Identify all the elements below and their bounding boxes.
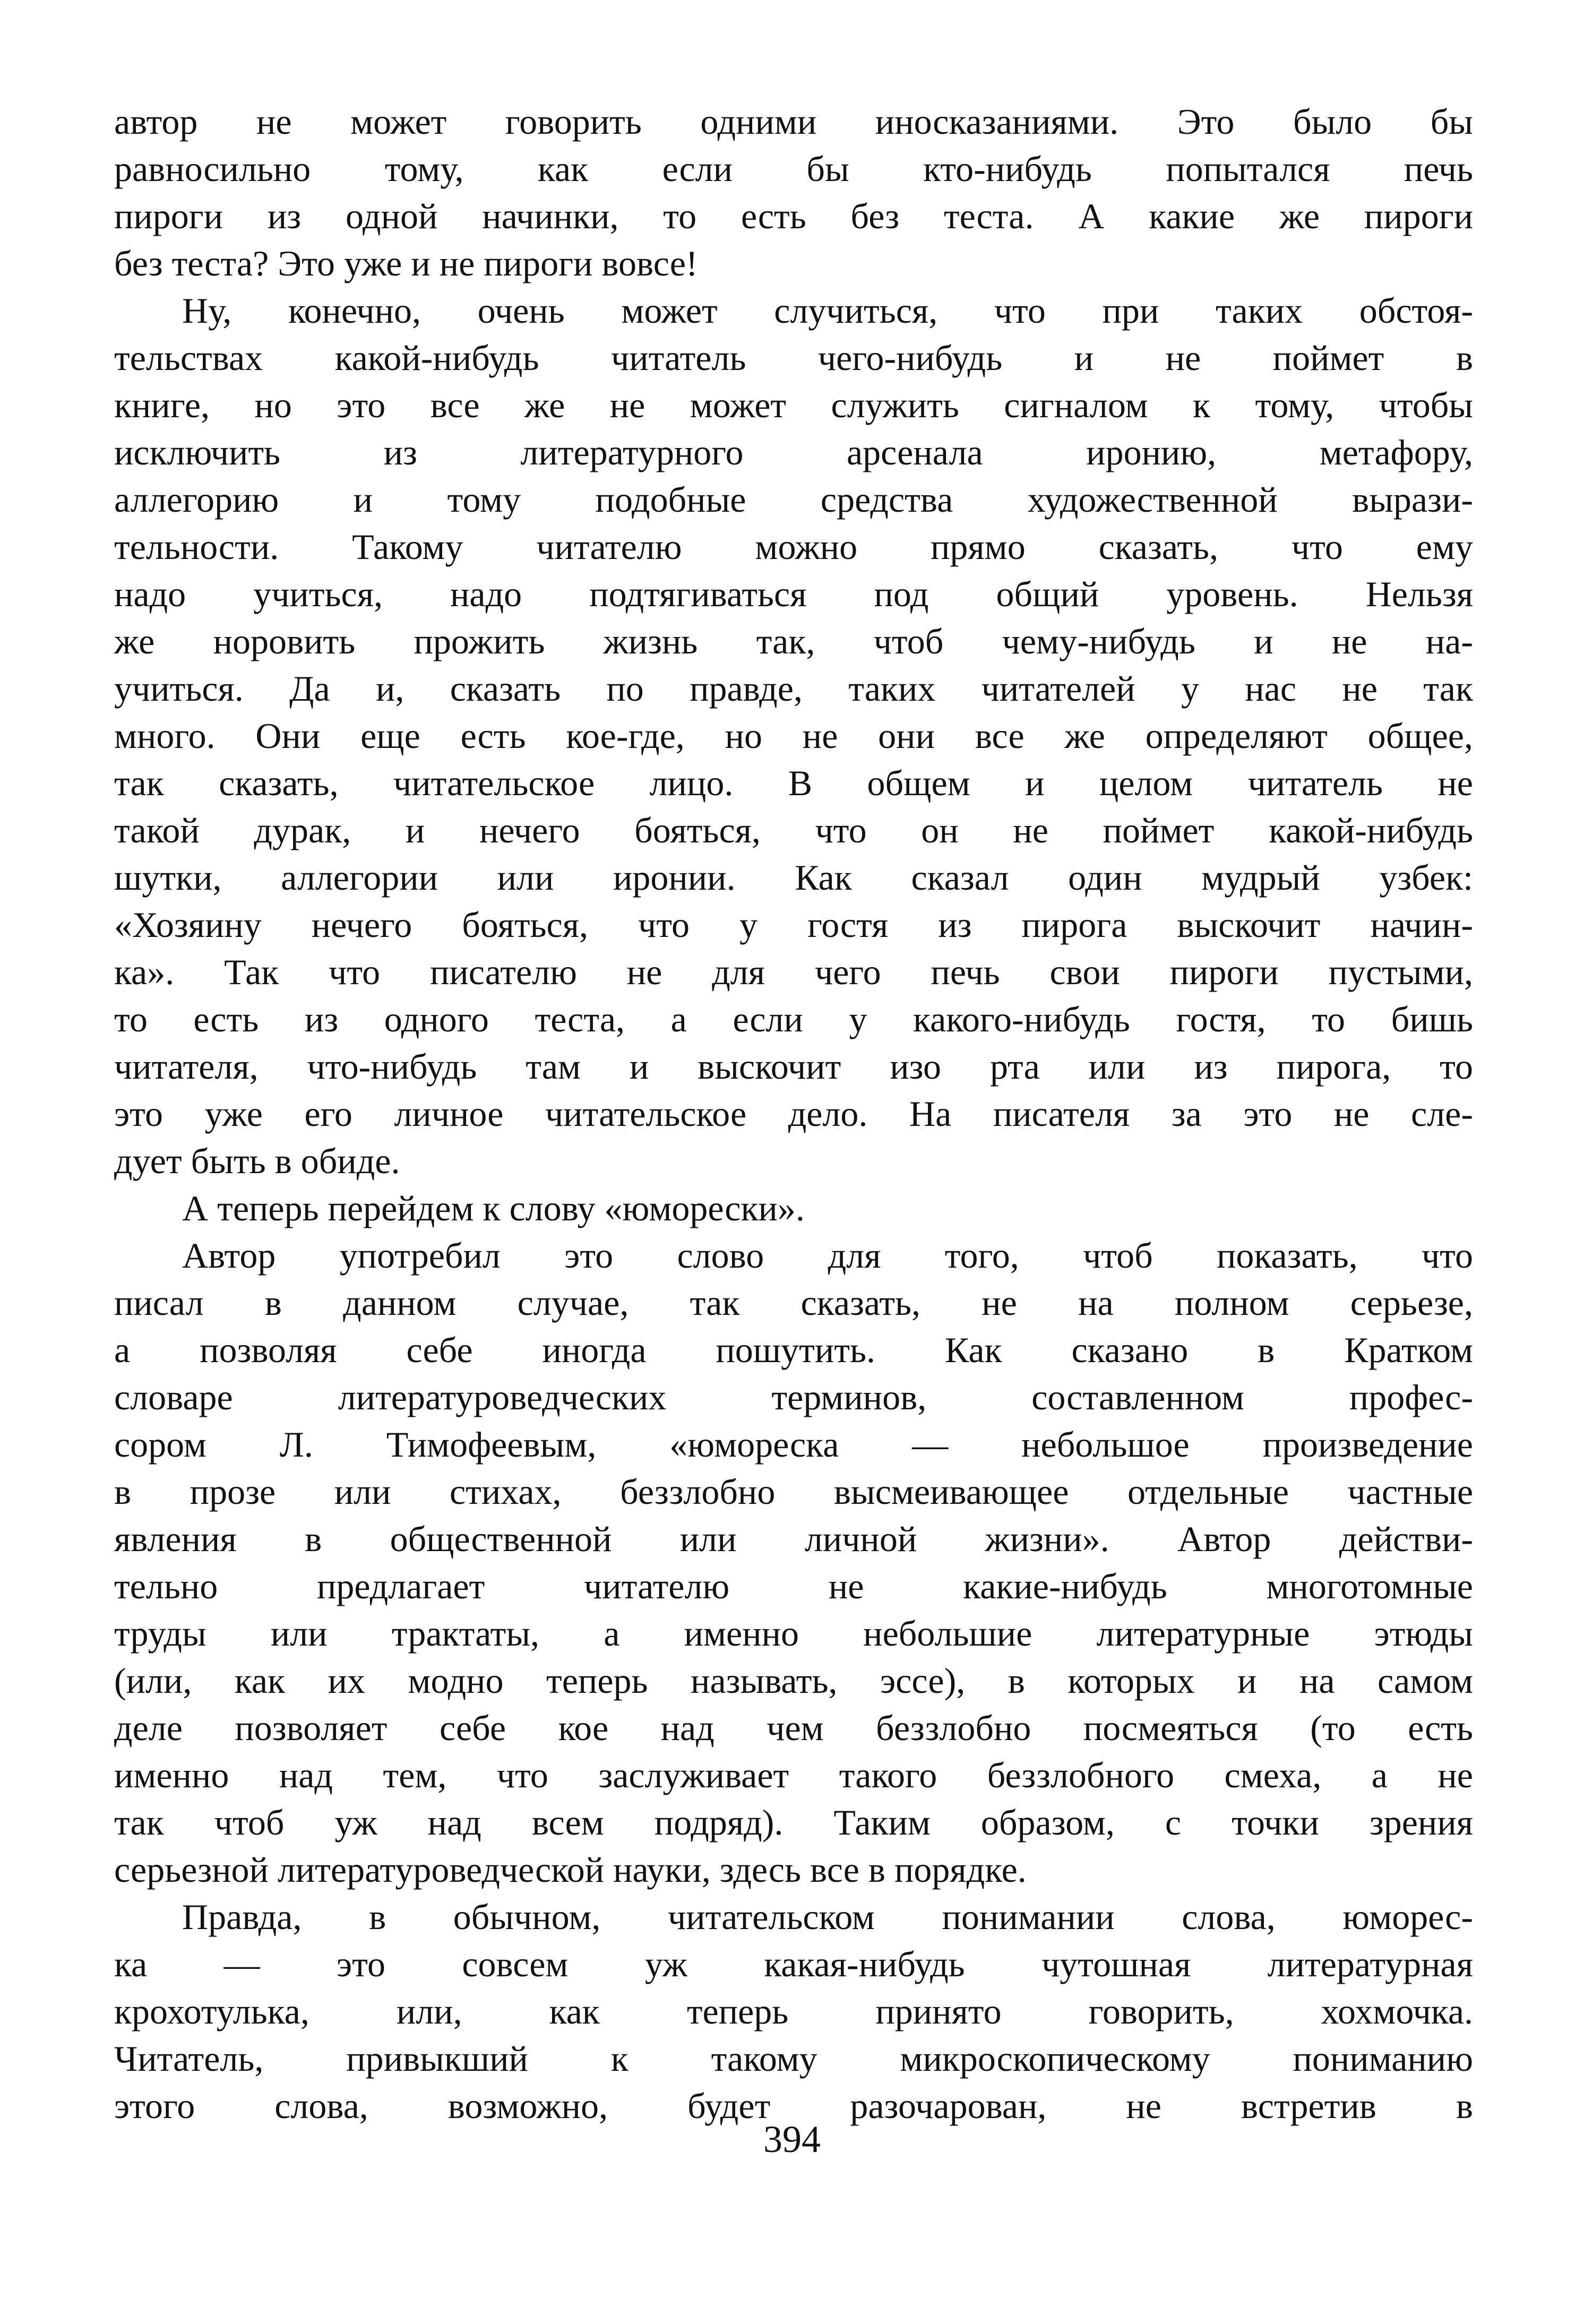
paragraph (114, 1232, 1473, 1893)
text-line: серьезной литературоведческой науки, здесь все в порядке. (114, 1849, 1027, 1890)
text-line: шутки, аллегории или иронии. Как сказал один мудрый узбек: (114, 857, 1473, 898)
text-line: деле позволяет себе кое над чем беззлобно посмеяться (то есть (114, 1708, 1473, 1748)
text-line: равносильно тому, как если бы кто-нибудь попытался печь (114, 149, 1473, 189)
text-line: тельствах какой-нибудь читатель чего-нибудь и не поймет в (114, 338, 1473, 378)
text-line: Ну, конечно, очень может случиться, что при таких обстоя- (182, 290, 1473, 331)
text-line: учиться. Да и, сказать по правде, таких читателей у нас не так (114, 668, 1473, 709)
text-line: именно над тем, что заслуживает такого беззлобного смеха, а не (114, 1755, 1473, 1795)
text-line: крохотулька, или, как теперь принято говорить, хохмочка. (114, 1991, 1473, 2032)
text-line: так чтоб уж над всем подряд). Таким образом, с точки зрения (114, 1802, 1473, 1843)
text-line: Правда, в обычном, читательском понимании слова, юморес- (182, 1897, 1473, 1937)
paragraph (114, 98, 1473, 287)
text-line: много. Они еще есть кое-где, но не они все же определяют общее, (114, 716, 1473, 756)
text-line: пироги из одной начинки, то есть без теста. А какие же пироги (114, 196, 1473, 236)
text-line: явления в общественной или личной жизни». Автор действи- (114, 1519, 1473, 1559)
paragraph (114, 287, 1473, 1185)
page-number: 394 (763, 2118, 821, 2161)
text-line: А теперь перейдем к слову «юморески». (182, 1188, 805, 1228)
text-line: дует быть в обиде. (114, 1141, 400, 1181)
text-line: читателя, что-нибудь там и выскочит изо рта или из пирога, то (114, 1046, 1473, 1087)
text-line: этого слова, возможно, будет разочарован, не встретив в (114, 2086, 1473, 2126)
text-line: писал в данном случае, так сказать, не на полном серьезе, (114, 1282, 1473, 1323)
paragraph (114, 1185, 1473, 1232)
text-line: то есть из одного теста, а если у какого-нибудь гостя, то бишь (114, 999, 1473, 1039)
text-line: тельности. Такому читателю можно прямо сказать, что ему (114, 527, 1473, 567)
text-line: же норовить прожить жизнь так, чтоб чему-нибудь и не на- (114, 621, 1473, 661)
text-line: тельно предлагает читателю не какие-нибудь многотомные (114, 1566, 1473, 1606)
text-line: ка». Так что писателю не для чего печь свои пироги пустыми, (114, 952, 1473, 992)
text-line: так сказать, читательское лицо. В общем и целом читатель не (114, 763, 1473, 803)
text-line: такой дурак, и нечего бояться, что он не поймет какой-нибудь (114, 810, 1473, 850)
text-line: аллегорию и тому подобные средства художественной вырази- (114, 479, 1473, 520)
text-line: книге, но это все же не может служить сигналом к тому, чтобы (114, 385, 1473, 425)
text-line: сором Л. Тимофеевым, «юмореска — небольшое произведение (114, 1424, 1473, 1465)
text-line: автор не может говорить одними иносказаниями. Это было бы (114, 101, 1473, 142)
text-line: исключить из литературного арсенала иронию, метафору, (114, 432, 1473, 472)
text-line: (или, как их модно теперь называть, эссе), в которых и на самом (114, 1660, 1473, 1701)
text-line: Читатель, привыкший к такому микроскопическому пониманию (114, 2038, 1473, 2079)
text-line: словаре литературоведческих терминов, составленном профес- (114, 1377, 1473, 1417)
text-line: это уже его личное читательское дело. На писателя за это не сле- (114, 1094, 1473, 1134)
text-line: труды или трактаты, а именно небольшие литературные этюды (114, 1613, 1473, 1654)
text-line: Автор употребил это слово для того, чтоб показать, что (182, 1235, 1473, 1276)
text-line: в прозе или стихах, беззлобно высмеивающее отдельные частные (114, 1471, 1473, 1512)
text-line: ка — это совсем уж какая-нибудь чутошная литературная (114, 1944, 1473, 1984)
text-line: надо учиться, надо подтягиваться под общий уровень. Нельзя (114, 574, 1473, 614)
body-text (114, 98, 1473, 2130)
text-line: а позволяя себе иногда пошутить. Как сказано в Кратком (114, 1330, 1473, 1370)
text-line: «Хозяину нечего бояться, что у гостя из пирога выскочит начин- (114, 905, 1473, 945)
paragraph (114, 1893, 1473, 2130)
text-line: без теста? Это уже и не пироги вовсе! (114, 243, 698, 283)
